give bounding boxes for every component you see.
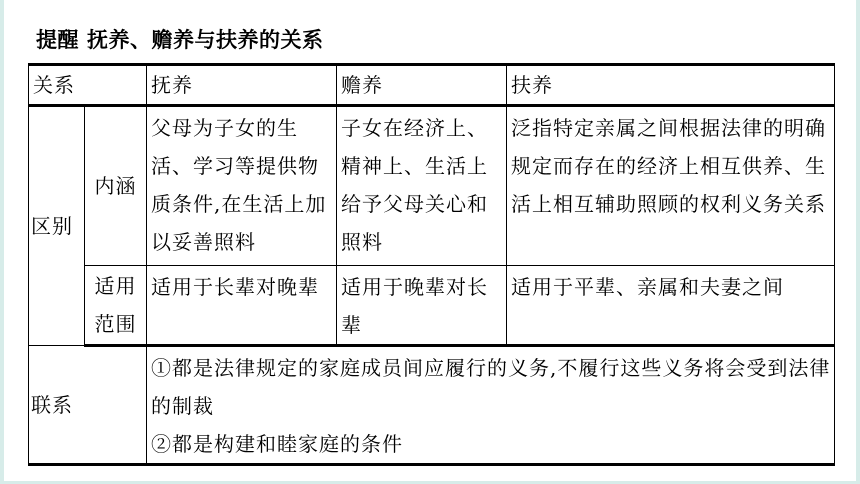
- relation-table: [28, 63, 835, 466]
- title-tag: 提醒: [36, 28, 79, 52]
- cell-meaning-shanyang: 子女在经济上、精神上、生活上给予父母关心和照料: [337, 106, 507, 266]
- header-cell-fuyang: 抚养: [147, 65, 337, 106]
- cell-scope-fuyang: 适用于长辈对晚辈: [147, 266, 337, 346]
- sub-label-meaning: 内涵: [85, 106, 147, 266]
- cell-scope-fuyang2: 适用于平辈、亲属和夫妻之间: [507, 266, 835, 346]
- table-header-row: [29, 65, 835, 106]
- frame-left-border: [0, 0, 4, 484]
- frame-right-border: [856, 0, 860, 484]
- cell-meaning-fuyang2: 泛指特定亲属之间根据法律的明确规定而存在的经济上相互供养、生活上相互辅助照顾的权利义务关系: [507, 106, 835, 266]
- row-label-link: 联系: [29, 346, 147, 465]
- row-label-difference: 区别: [29, 106, 85, 346]
- link-item-1: ①都是法律规定的家庭成员间应履行的义务,不履行这些义务将会受到法律的制裁: [151, 356, 831, 418]
- table-row-link: [29, 346, 835, 465]
- table-row-scope: [29, 266, 835, 346]
- link-item-2: ②都是构建和睦家庭的条件: [151, 432, 403, 456]
- table-row-meaning: [29, 106, 835, 266]
- page-title: [36, 24, 324, 54]
- cell-scope-shanyang: 适用于晚辈对长辈: [337, 266, 507, 346]
- cell-link-content: [147, 346, 835, 465]
- sub-label-scope: 适用范围: [85, 266, 147, 346]
- header-cell-relation: 关系: [29, 65, 147, 106]
- cell-meaning-fuyang: 父母为子女的生活、学习等提供物质条件,在生活上加以妥善照料: [147, 106, 337, 266]
- title-text: 抚养、赡养与扶养的关系: [87, 28, 324, 52]
- header-cell-fuyang2: 扶养: [507, 65, 835, 106]
- header-cell-shanyang: 赡养: [337, 65, 507, 106]
